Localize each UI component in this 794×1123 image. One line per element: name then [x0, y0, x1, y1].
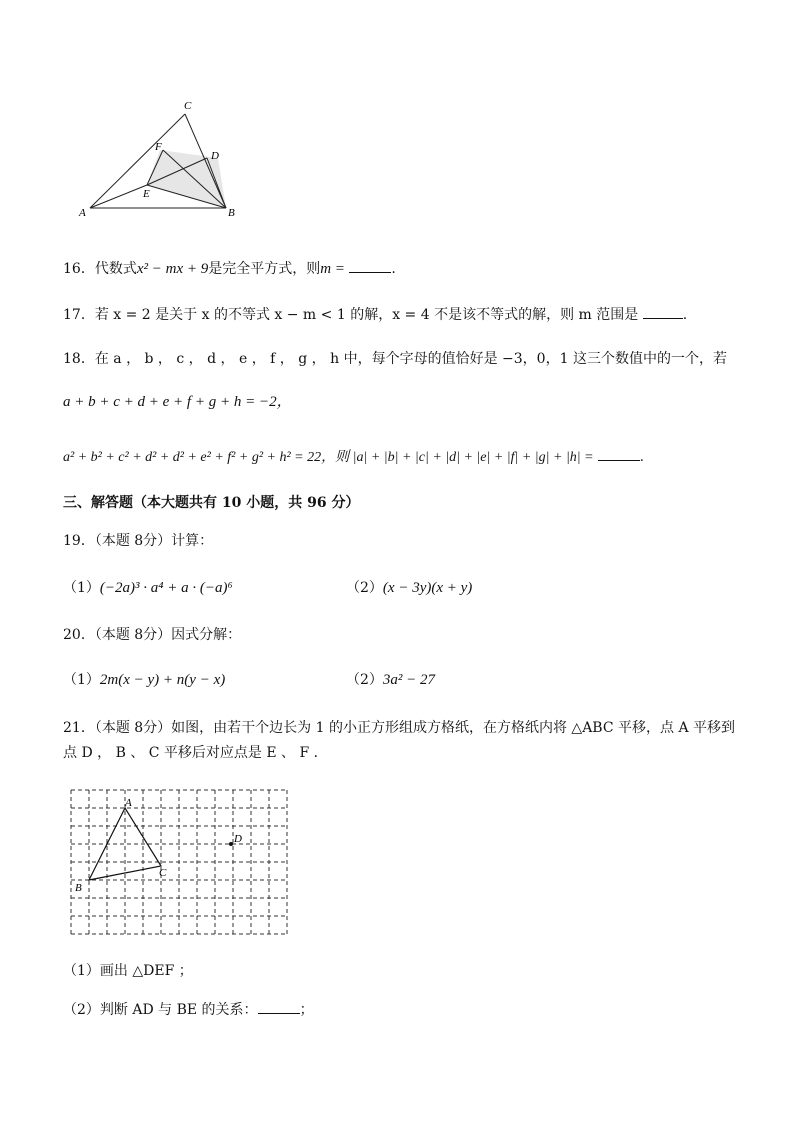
triangle-figure	[70, 95, 260, 225]
grid-label-B: B	[75, 882, 82, 894]
q19-p1-number: （1）	[63, 580, 100, 596]
label-E: E	[143, 188, 150, 200]
q17-end: .	[682, 307, 688, 323]
q18-equation-squares	[63, 446, 644, 468]
segment-AE	[90, 185, 147, 208]
question-18	[63, 349, 727, 369]
q16-variable: m =	[320, 261, 345, 277]
q20-p1-number: （1）	[63, 672, 100, 688]
label-A: A	[79, 207, 86, 219]
q16-number: 16．	[63, 261, 95, 277]
q18-number: 18．	[63, 351, 95, 367]
q21-p2-end: ；	[299, 1002, 314, 1018]
q19-part-1	[63, 578, 233, 598]
q21-answer-blank[interactable]	[258, 999, 300, 1014]
q16-end: .	[391, 261, 396, 277]
q16-expression: x² − mx + 9	[136, 261, 209, 277]
label-B: B	[228, 207, 235, 219]
q20-p1-expression: 2m(x − y) + n(y − x)	[99, 672, 226, 688]
q16-middle: 是完全平方式，则	[208, 261, 321, 277]
q17-answer-blank[interactable]	[643, 304, 683, 319]
grid-figure	[68, 786, 290, 940]
point-D	[229, 842, 233, 846]
grid-lines	[71, 790, 287, 934]
q18-answer-blank[interactable]	[598, 446, 640, 461]
grid-label-A: A	[125, 797, 132, 809]
q19-p2-number: （2）	[346, 580, 383, 596]
q19-p1-expression: (−2a)³ · a⁴ + a · (−a)⁶	[99, 580, 233, 596]
q17-number: 17．	[63, 307, 95, 323]
q20-heading: 20．（本题 8分）因式分解：	[63, 627, 242, 643]
q21-line-1: 21．（本题 8分）如图，由若干个边长为 1 的小正方形组成方格纸，在方格纸内将 △ABC 平移，点 A 平移到	[63, 720, 736, 736]
q16-prefix: 代数式	[94, 261, 137, 277]
q18-line3: a² + b² + c² + d² + d² + e² + f² + g² + h² = 22，则 |a| + |b| + |c| + |d| + |e| + |f| + |g| + |h| =	[63, 450, 594, 465]
q20-part-2	[346, 670, 435, 690]
grid-label-C: C	[159, 867, 167, 879]
label-C: C	[184, 100, 192, 112]
question-16	[63, 258, 396, 279]
label-F: F	[155, 141, 162, 153]
q21-part-1: （1）画出 △DEF ；	[63, 963, 193, 979]
q16-answer-blank[interactable]	[349, 258, 391, 273]
question-17	[63, 304, 687, 325]
q21-p2-prefix: （2）判断 AD 与 BE 的关系：	[63, 1002, 258, 1018]
q18-line1: 在 a ， b ， c ， d ， e ， f ， g ， h 中，每个字母的值恰好是 −3，0，1 这三个数值中的一个，若	[94, 351, 727, 367]
grid-label-D: D	[234, 833, 242, 845]
q20-p2-expression: 3a² − 27	[382, 672, 436, 688]
q17-text: 若 x = 2 是关于 x 的不等式 x − m < 1 的解，x = 4 不是该不等式的解，则 m 范围是	[94, 307, 639, 323]
q21-part-2	[63, 999, 314, 1020]
label-D: D	[211, 150, 219, 162]
section-3-title: 三、解答题（本大题共有 10 小题，共 96 分）	[63, 495, 360, 511]
q19-part-2	[346, 578, 472, 598]
q19-heading: 19．（本题 8分）计算：	[63, 533, 214, 549]
q19-p2-expression: (x − 3y)(x + y)	[382, 580, 473, 596]
q18-end: .	[639, 450, 644, 465]
q20-p2-number: （2）	[346, 672, 383, 688]
q21-line-2: 点 D ， B 、 C 平移后对应点是 E 、 F ．	[63, 745, 328, 761]
q18-equation-sum: a + b + c + d + e + f + g + h = −2，	[63, 394, 292, 410]
q20-part-1	[63, 670, 225, 690]
